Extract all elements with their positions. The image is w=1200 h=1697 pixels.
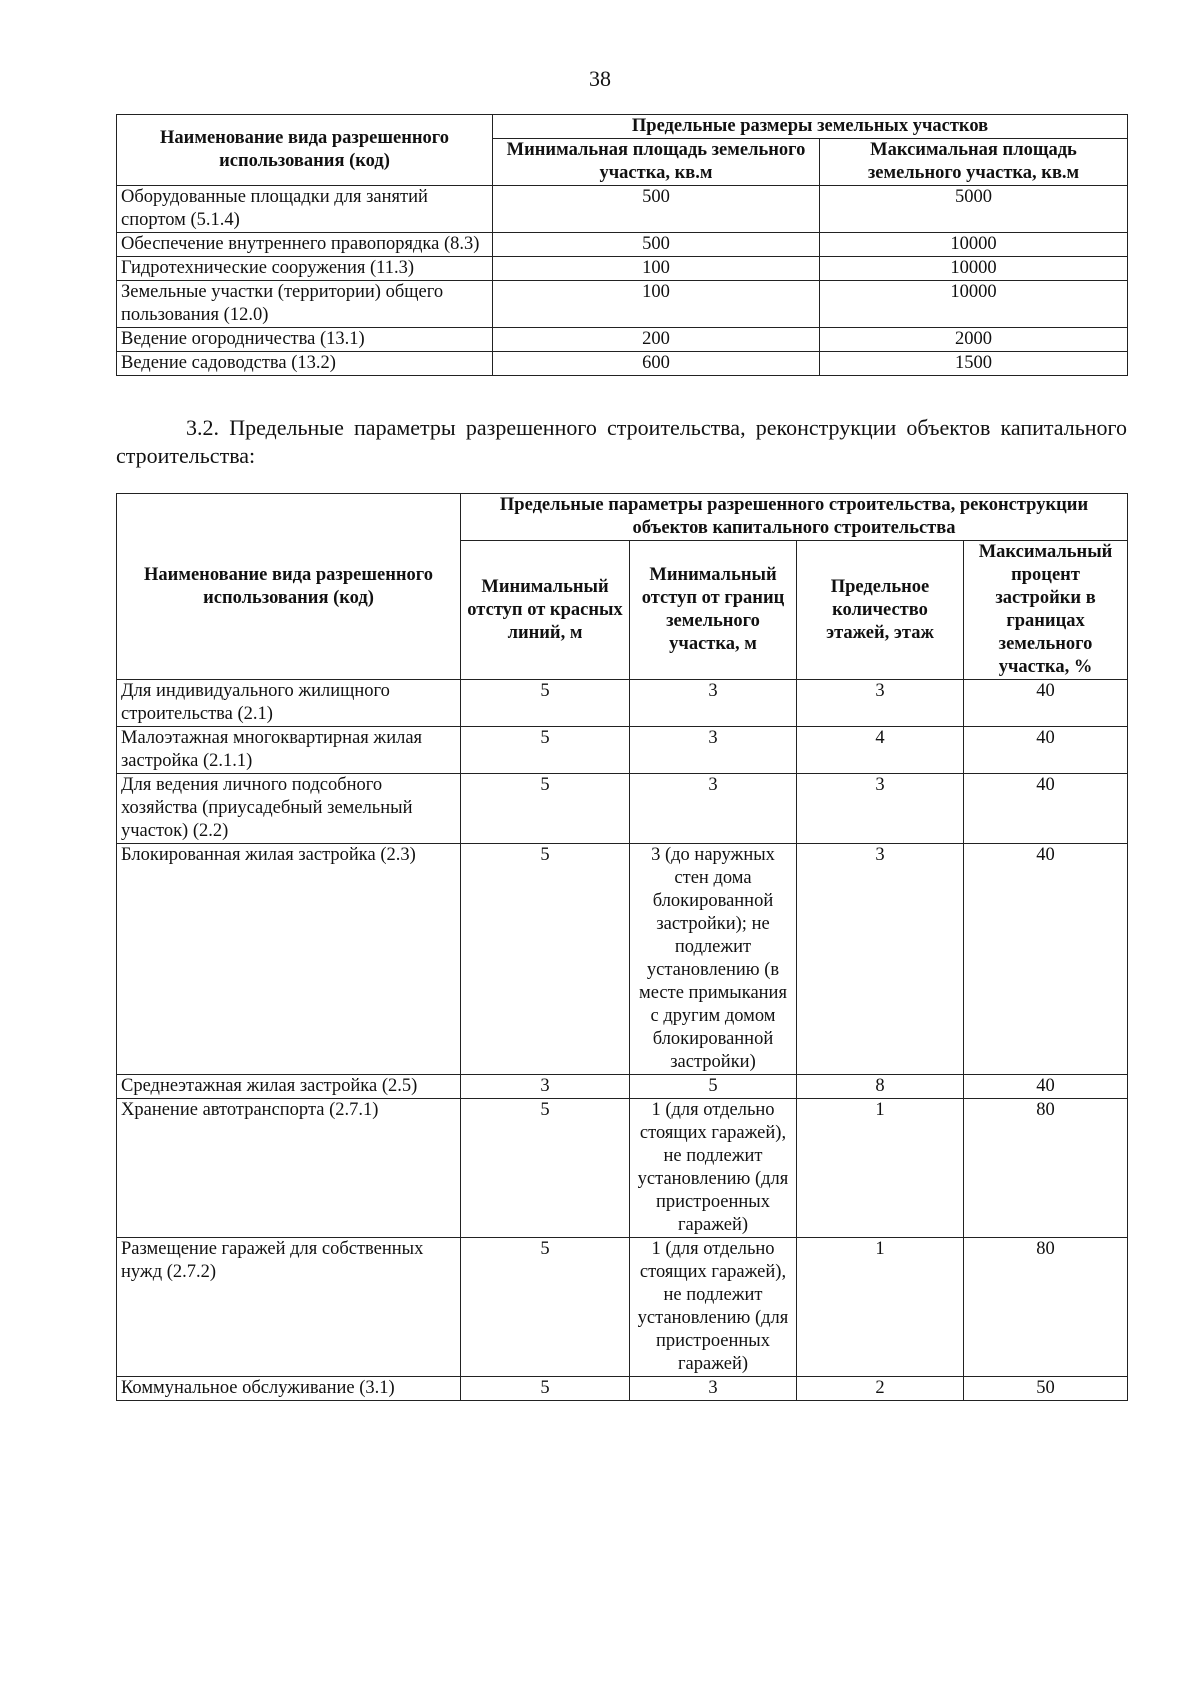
t1-header-group: Предельные размеры земельных участков xyxy=(493,115,1128,139)
t2-header-name: Наименование вида разрешенного использования (код) xyxy=(117,494,461,680)
table-row xyxy=(117,1099,1128,1238)
t2-cell-name: Хранение автотранспорта (2.7.1) xyxy=(117,1099,461,1238)
t2-cell-max-percent: 50 xyxy=(964,1377,1128,1401)
t2-cell-min-plot-bounds: 5 xyxy=(630,1075,797,1099)
section-paragraph: 3.2. Предельные параметры разрешенного строительства, реконструкции объектов капитального строительства: xyxy=(116,415,1127,468)
t2-cell-floors: 3 xyxy=(797,680,964,727)
table-row xyxy=(117,186,1128,233)
t2-cell-floors: 8 xyxy=(797,1075,964,1099)
table-row xyxy=(117,257,1128,281)
t2-cell-floors: 3 xyxy=(797,774,964,844)
t2-header-min-red-lines: Минимальный отступ от красных линий, м xyxy=(461,541,630,680)
t2-cell-min-red-lines: 5 xyxy=(461,774,630,844)
t1-cell-name: Ведение огородничества (13.1) xyxy=(117,328,493,352)
t2-cell-min-red-lines: 5 xyxy=(461,680,630,727)
table-row xyxy=(117,680,1128,727)
t2-cell-max-percent: 40 xyxy=(964,844,1128,1075)
t2-cell-floors: 1 xyxy=(797,1238,964,1377)
t2-cell-name: Размещение гаражей для собственных нужд (2.7.2) xyxy=(117,1238,461,1377)
table-row xyxy=(117,233,1128,257)
table-row xyxy=(117,774,1128,844)
t2-cell-max-percent: 80 xyxy=(964,1238,1128,1377)
t2-cell-min-plot-bounds: 3 (до наружных стен дома блокированной застройки); не подлежит установлению (в месте примыкания с другим домом блокированной застройки) xyxy=(630,844,797,1075)
t1-header-max-area: Максимальная площадь земельного участка, кв.м xyxy=(820,139,1128,186)
t1-cell-name: Земельные участки (территории) общего пользования (12.0) xyxy=(117,281,493,328)
t2-cell-max-percent: 80 xyxy=(964,1099,1128,1238)
t2-cell-floors: 2 xyxy=(797,1377,964,1401)
table-row xyxy=(117,1377,1128,1401)
table-row xyxy=(117,1075,1128,1099)
t2-cell-floors: 3 xyxy=(797,844,964,1075)
t2-cell-min-plot-bounds: 3 xyxy=(630,1377,797,1401)
t2-cell-min-red-lines: 3 xyxy=(461,1075,630,1099)
t1-cell-min-area: 500 xyxy=(493,233,820,257)
t2-cell-max-percent: 40 xyxy=(964,774,1128,844)
t1-cell-min-area: 100 xyxy=(493,257,820,281)
t2-cell-floors: 1 xyxy=(797,1099,964,1238)
t2-cell-min-plot-bounds: 3 xyxy=(630,774,797,844)
t1-cell-max-area: 10000 xyxy=(820,281,1128,328)
page-number: 38 xyxy=(589,66,611,91)
t1-cell-name: Ведение садоводства (13.2) xyxy=(117,352,493,376)
t2-cell-name: Малоэтажная многоквартирная жилая застройка (2.1.1) xyxy=(117,727,461,774)
t1-cell-max-area: 2000 xyxy=(820,328,1128,352)
t1-cell-name: Обеспечение внутреннего правопорядка (8.3) xyxy=(117,233,493,257)
t2-cell-min-plot-bounds: 3 xyxy=(630,727,797,774)
t1-header-min-area: Минимальная площадь земельного участка, кв.м xyxy=(493,139,820,186)
table-row xyxy=(117,328,1128,352)
t1-cell-name: Оборудованные площадки для занятий спортом (5.1.4) xyxy=(117,186,493,233)
t2-cell-min-red-lines: 5 xyxy=(461,1099,630,1238)
t1-cell-min-area: 600 xyxy=(493,352,820,376)
t1-cell-min-area: 500 xyxy=(493,186,820,233)
t2-cell-min-plot-bounds: 1 (для отдельно стоящих гаражей), не подлежит установлению (для пристроенных гаражей) xyxy=(630,1099,797,1238)
t2-cell-max-percent: 40 xyxy=(964,680,1128,727)
table-row xyxy=(117,352,1128,376)
t1-header-name: Наименование вида разрешенного использования (код) xyxy=(117,115,493,186)
t2-cell-min-plot-bounds: 1 (для отдельно стоящих гаражей), не подлежит установлению (для пристроенных гаражей) xyxy=(630,1238,797,1377)
t2-header-floors: Предельное количество этажей, этаж xyxy=(797,541,964,680)
t1-cell-max-area: 1500 xyxy=(820,352,1128,376)
t2-cell-max-percent: 40 xyxy=(964,727,1128,774)
t1-cell-min-area: 200 xyxy=(493,328,820,352)
t2-cell-name: Для ведения личного подсобного хозяйства (приусадебный земельный участок) (2.2) xyxy=(117,774,461,844)
t2-cell-min-plot-bounds: 3 xyxy=(630,680,797,727)
t2-cell-max-percent: 40 xyxy=(964,1075,1128,1099)
t2-cell-min-red-lines: 5 xyxy=(461,727,630,774)
t1-cell-name: Гидротехнические сооружения (11.3) xyxy=(117,257,493,281)
t1-cell-max-area: 10000 xyxy=(820,233,1128,257)
t2-header-group: Предельные параметры разрешенного строительства, реконструкции объектов капитального строительства xyxy=(461,494,1128,541)
table-row xyxy=(117,844,1128,1075)
table-row xyxy=(117,281,1128,328)
t1-cell-max-area: 10000 xyxy=(820,257,1128,281)
t2-header-min-plot-bounds: Минимальный отступ от границ земельного участка, м xyxy=(630,541,797,680)
t2-cell-min-red-lines: 5 xyxy=(461,1377,630,1401)
t1-cell-min-area: 100 xyxy=(493,281,820,328)
table-row xyxy=(117,1238,1128,1377)
t2-header-max-percent: Максимальный процент застройки в границах земельного участка, % xyxy=(964,541,1128,680)
t2-cell-name: Блокированная жилая застройка (2.3) xyxy=(117,844,461,1075)
table-row xyxy=(117,727,1128,774)
t2-cell-name: Среднеэтажная жилая застройка (2.5) xyxy=(117,1075,461,1099)
t1-body xyxy=(117,186,1128,376)
construction-params-table xyxy=(116,493,1128,1401)
t2-cell-floors: 4 xyxy=(797,727,964,774)
t2-cell-name: Коммунальное обслуживание (3.1) xyxy=(117,1377,461,1401)
t2-cell-min-red-lines: 5 xyxy=(461,1238,630,1377)
plot-size-table xyxy=(116,114,1128,376)
t2-body xyxy=(117,680,1128,1401)
t1-cell-max-area: 5000 xyxy=(820,186,1128,233)
t2-cell-min-red-lines: 5 xyxy=(461,844,630,1075)
t2-cell-name: Для индивидуального жилищного строительства (2.1) xyxy=(117,680,461,727)
